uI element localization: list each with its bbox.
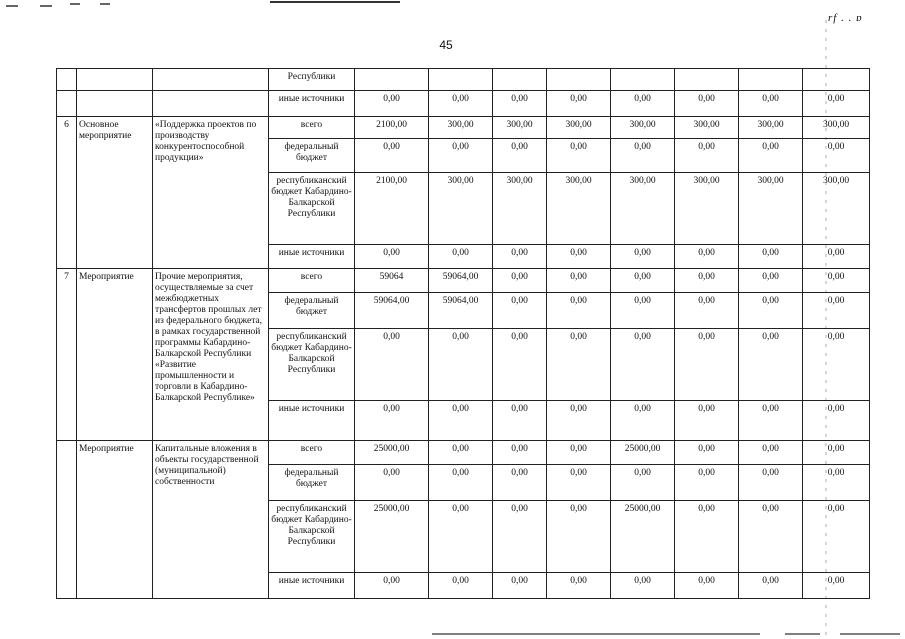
source-cell: иные источники <box>269 401 355 441</box>
value-cell: 0,00 <box>355 91 429 117</box>
value-cell: 0,00 <box>547 441 611 465</box>
value-cell: 2100,00 <box>355 173 429 245</box>
value-cell: 0,00 <box>547 269 611 293</box>
source-cell: федеральный бюджет <box>269 293 355 329</box>
table-row-partial <box>57 69 870 91</box>
value-cell: 0,00 <box>493 329 547 401</box>
value-cell: 0,00 <box>355 245 429 269</box>
value-cell: 0,00 <box>429 91 493 117</box>
page-number: 45 <box>439 38 453 52</box>
row-index: 7 <box>57 269 77 441</box>
source-cell: федеральный бюджет <box>269 139 355 173</box>
value-cell: 0,00 <box>739 293 803 329</box>
value-cell: 0,00 <box>675 401 739 441</box>
value-cell: 0,00 <box>803 573 870 599</box>
source-cell: иные источники <box>269 245 355 269</box>
value-cell: 0,00 <box>675 441 739 465</box>
value-cell: 0,00 <box>611 269 675 293</box>
value-cell: 0,00 <box>675 245 739 269</box>
source-cell: иные источники <box>269 573 355 599</box>
source-cell: всего <box>269 269 355 293</box>
value-cell: 0,00 <box>611 139 675 173</box>
value-cell: 0,00 <box>493 245 547 269</box>
value-cell: 0,00 <box>675 269 739 293</box>
source-cell: республиканский бюджет Кабардино-Балкарской Республики <box>269 501 355 573</box>
value-cell: 0,00 <box>803 91 870 117</box>
value-cell: 300,00 <box>547 173 611 245</box>
activity-title: Прочие мероприятия, осуществляемые за счет межбюджетных трансфертов прошлых лет из федерального бюджета, в рамках государственной программы Кабардино-Балкарской Республики «Развитие промышленности и торговли в Кабардино-Балкарской Республике» <box>153 269 269 441</box>
value-cell: 0,00 <box>493 441 547 465</box>
value-cell: 0,00 <box>739 329 803 401</box>
value-cell: 0,00 <box>611 329 675 401</box>
value-cell: 25000,00 <box>355 441 429 465</box>
value-cell: 0,00 <box>547 139 611 173</box>
value-cell: 0,00 <box>803 329 870 401</box>
value-cell: 59064 <box>355 269 429 293</box>
value-cell: 0,00 <box>429 573 493 599</box>
value-cell: 0,00 <box>611 573 675 599</box>
value-cell: 0,00 <box>739 441 803 465</box>
value-cell: 0,00 <box>355 329 429 401</box>
table-row <box>57 117 870 139</box>
value-cell: 0,00 <box>493 269 547 293</box>
value-cell: 0,00 <box>675 91 739 117</box>
activity-type: Мероприятие <box>77 441 153 599</box>
activity-title: «Поддержка проектов по производству конкурентоспособной продукции» <box>153 117 269 269</box>
value-cell: 0,00 <box>739 139 803 173</box>
value-cell: 0,00 <box>739 501 803 573</box>
value-cell: 0,00 <box>493 465 547 501</box>
value-cell: 0,00 <box>675 573 739 599</box>
value-cell: 0,00 <box>803 139 870 173</box>
value-cell: 300,00 <box>675 173 739 245</box>
row-index: 6 <box>57 117 77 269</box>
value-cell: 59064,00 <box>429 293 493 329</box>
value-cell: 0,00 <box>675 329 739 401</box>
value-cell: 59064,00 <box>429 269 493 293</box>
value-cell: 25000,00 <box>611 441 675 465</box>
value-cell: 300,00 <box>739 173 803 245</box>
value-cell: 0,00 <box>355 573 429 599</box>
value-cell: 0,00 <box>547 329 611 401</box>
value-cell: 0,00 <box>803 465 870 501</box>
value-cell: 0,00 <box>429 401 493 441</box>
value-cell: 0,00 <box>355 465 429 501</box>
value-cell: 0,00 <box>803 441 870 465</box>
value-cell: 0,00 <box>547 465 611 501</box>
table-row <box>57 91 870 117</box>
value-cell: 2100,00 <box>355 117 429 139</box>
value-cell: 59064,00 <box>355 293 429 329</box>
value-cell: 300,00 <box>493 117 547 139</box>
value-cell: 0,00 <box>493 91 547 117</box>
value-cell: 0,00 <box>493 501 547 573</box>
value-cell: 0,00 <box>803 269 870 293</box>
value-cell: 0,00 <box>547 245 611 269</box>
source-cell: иные источники <box>269 91 355 117</box>
value-cell: 0,00 <box>493 573 547 599</box>
handwritten-note: rf . . ɒ <box>828 12 863 24</box>
value-cell: 0,00 <box>547 91 611 117</box>
value-cell: 300,00 <box>547 117 611 139</box>
source-cell: республиканский бюджет Кабардино-Балкарской Республики <box>269 173 355 245</box>
value-cell: 0,00 <box>547 293 611 329</box>
value-cell: 0,00 <box>429 245 493 269</box>
value-cell: 0,00 <box>803 401 870 441</box>
value-cell: 0,00 <box>429 139 493 173</box>
value-cell: 0,00 <box>429 329 493 401</box>
value-cell: 300,00 <box>493 173 547 245</box>
source-cell: федеральный бюджет <box>269 465 355 501</box>
value-cell: 300,00 <box>675 117 739 139</box>
value-cell: 0,00 <box>611 465 675 501</box>
value-cell: 0,00 <box>493 139 547 173</box>
value-cell: 0,00 <box>803 245 870 269</box>
activity-type: Основное мероприятие <box>77 117 153 269</box>
source-cell: Республики <box>269 69 355 91</box>
value-cell: 300,00 <box>611 173 675 245</box>
budget-table <box>56 68 870 599</box>
value-cell: 300,00 <box>429 117 493 139</box>
value-cell: 0,00 <box>611 91 675 117</box>
value-cell: 300,00 <box>429 173 493 245</box>
value-cell: 0,00 <box>547 401 611 441</box>
value-cell: 0,00 <box>675 465 739 501</box>
value-cell: 0,00 <box>611 293 675 329</box>
value-cell: 0,00 <box>675 139 739 173</box>
value-cell: 0,00 <box>611 245 675 269</box>
value-cell: 0,00 <box>803 501 870 573</box>
activity-type: Мероприятие <box>77 269 153 441</box>
value-cell: 0,00 <box>739 401 803 441</box>
value-cell: 0,00 <box>493 401 547 441</box>
value-cell: 0,00 <box>429 501 493 573</box>
value-cell: 0,00 <box>611 401 675 441</box>
value-cell: 300,00 <box>803 173 870 245</box>
value-cell: 0,00 <box>675 293 739 329</box>
activity-title: Капитальные вложения в объекты государственной (муниципальной) собственности <box>153 441 269 599</box>
source-cell: республиканский бюджет Кабардино-Балкарской Республики <box>269 329 355 401</box>
table-row <box>57 441 870 465</box>
value-cell: 0,00 <box>803 293 870 329</box>
value-cell: 0,00 <box>429 465 493 501</box>
value-cell: 25000,00 <box>355 501 429 573</box>
value-cell: 0,00 <box>355 139 429 173</box>
value-cell: 300,00 <box>739 117 803 139</box>
value-cell: 25000,00 <box>611 501 675 573</box>
value-cell: 0,00 <box>739 91 803 117</box>
value-cell: 300,00 <box>803 117 870 139</box>
value-cell: 0,00 <box>739 269 803 293</box>
table-row <box>57 269 870 293</box>
value-cell: 0,00 <box>547 501 611 573</box>
row-index <box>57 441 77 599</box>
value-cell: 0,00 <box>739 573 803 599</box>
value-cell: 0,00 <box>739 465 803 501</box>
value-cell: 0,00 <box>739 245 803 269</box>
value-cell: 0,00 <box>675 501 739 573</box>
value-cell: 0,00 <box>355 401 429 441</box>
value-cell: 0,00 <box>493 293 547 329</box>
value-cell: 300,00 <box>611 117 675 139</box>
source-cell: всего <box>269 441 355 465</box>
source-cell: всего <box>269 117 355 139</box>
value-cell: 0,00 <box>547 573 611 599</box>
value-cell: 0,00 <box>429 441 493 465</box>
